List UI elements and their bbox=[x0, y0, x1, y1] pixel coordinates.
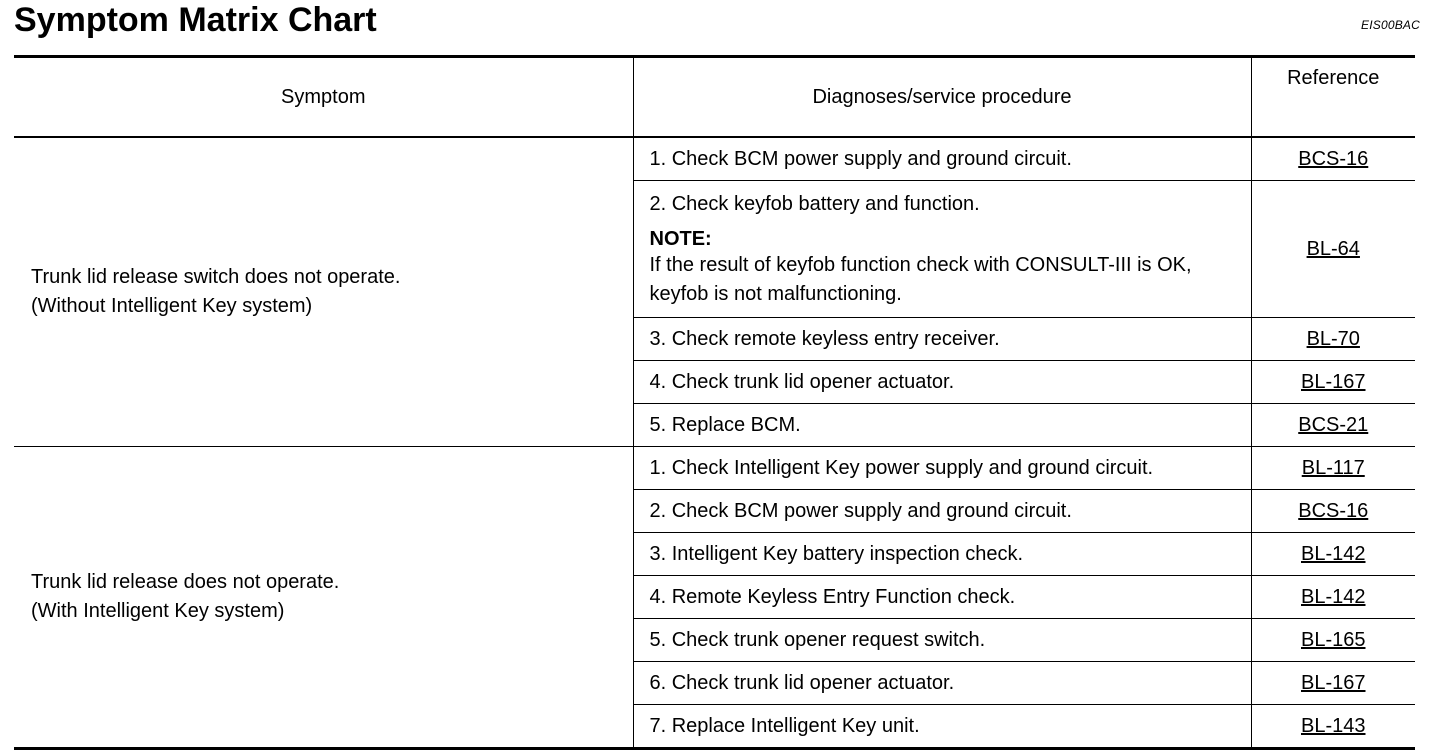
procedure-cell: 7. Replace Intelligent Key unit. bbox=[633, 705, 1251, 749]
procedure-text: 2. Check keyfob battery and function. bbox=[649, 192, 980, 215]
symptom-qualifier: (Without Intelligent Key system) bbox=[31, 295, 313, 317]
procedure-cell: 3. Check remote keyless entry receiver. bbox=[633, 318, 1251, 361]
reference-link[interactable]: BCS-21 bbox=[1251, 404, 1415, 447]
header-symptom: Symptom bbox=[14, 57, 633, 138]
page-title: Symptom Matrix Chart bbox=[14, 1, 377, 39]
header-procedure: Diagnoses/service procedure bbox=[633, 57, 1251, 138]
table-row bbox=[14, 447, 1415, 490]
reference-link[interactable]: BL-142 bbox=[1251, 533, 1415, 576]
procedure-cell: 1. Check BCM power supply and ground circuit. bbox=[633, 137, 1251, 181]
table-row bbox=[14, 137, 1415, 181]
reference-link[interactable]: BL-70 bbox=[1251, 318, 1415, 361]
reference-link[interactable]: BCS-16 bbox=[1251, 137, 1415, 181]
procedure-cell: 5. Check trunk opener request switch. bbox=[633, 619, 1251, 662]
symptom-cell bbox=[14, 447, 633, 749]
reference-link[interactable]: BL-142 bbox=[1251, 576, 1415, 619]
procedure-cell: 6. Check trunk lid opener actuator. bbox=[633, 662, 1251, 705]
procedure-cell: 4. Check trunk lid opener actuator. bbox=[633, 361, 1251, 404]
symptom-text: Trunk lid release switch does not operate. bbox=[31, 266, 401, 288]
reference-link[interactable]: BL-143 bbox=[1251, 705, 1415, 749]
procedure-cell: 2. Check BCM power supply and ground circuit. bbox=[633, 490, 1251, 533]
document-code: EIS00BAC bbox=[1361, 18, 1420, 32]
procedure-cell: 1. Check Intelligent Key power supply and ground circuit. bbox=[633, 447, 1251, 490]
header-reference: Reference bbox=[1251, 57, 1415, 138]
reference-link[interactable]: BL-167 bbox=[1251, 361, 1415, 404]
procedure-cell: 5. Replace BCM. bbox=[633, 404, 1251, 447]
procedure-cell: 4. Remote Keyless Entry Function check. bbox=[633, 576, 1251, 619]
symptom-cell bbox=[14, 137, 633, 447]
reference-link[interactable]: BL-165 bbox=[1251, 619, 1415, 662]
note-text: If the result of keyfob function check with CONSULT-III is OK, keyfob is not malfunctioning. bbox=[649, 253, 1192, 305]
symptom-qualifier: (With Intelligent Key system) bbox=[31, 600, 285, 622]
reference-link[interactable]: BL-64 bbox=[1251, 181, 1415, 318]
note-label: NOTE: bbox=[649, 227, 712, 250]
reference-link[interactable]: BCS-16 bbox=[1251, 490, 1415, 533]
procedure-cell: 3. Intelligent Key battery inspection check. bbox=[633, 533, 1251, 576]
symptom-matrix-table bbox=[14, 55, 1415, 750]
header-row bbox=[14, 57, 1415, 138]
reference-link[interactable]: BL-167 bbox=[1251, 662, 1415, 705]
symptom-text: Trunk lid release does not operate. bbox=[31, 571, 340, 593]
procedure-cell bbox=[633, 181, 1251, 318]
reference-link[interactable]: BL-117 bbox=[1251, 447, 1415, 490]
